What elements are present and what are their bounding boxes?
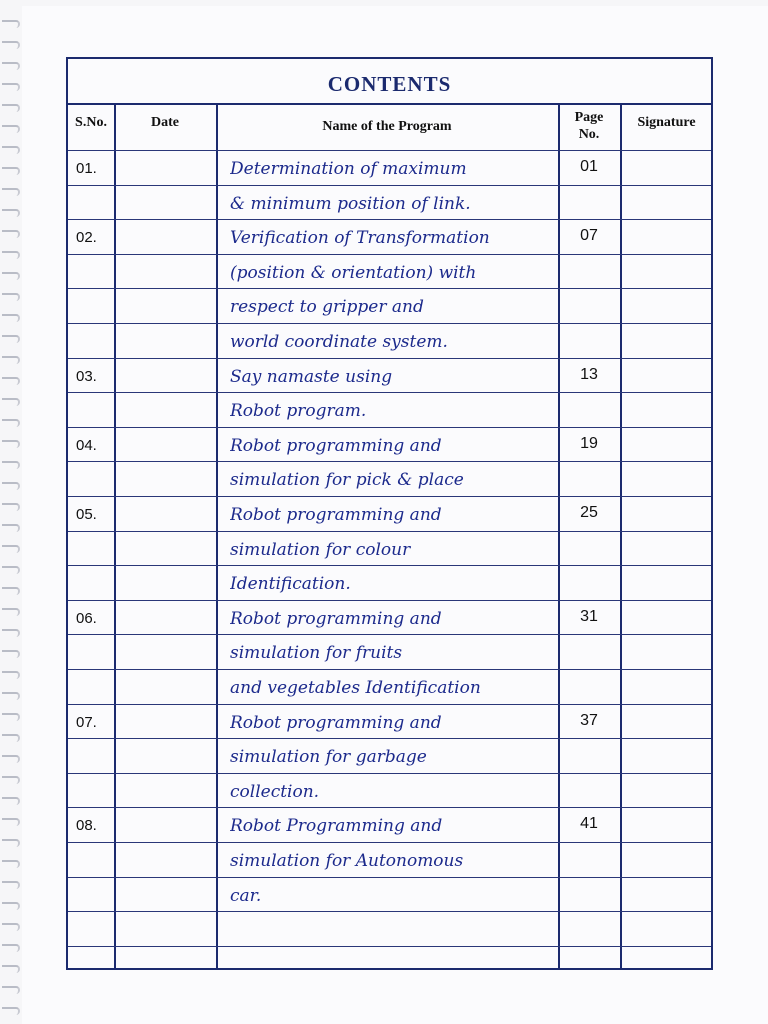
program-name-line: Robot Programming and xyxy=(230,816,443,837)
spiral-loop xyxy=(2,986,20,994)
spiral-loop xyxy=(2,440,20,448)
spiral-loop xyxy=(2,902,20,910)
spiral-loop xyxy=(2,797,20,805)
spiral-loop xyxy=(2,734,20,742)
program-name-line: collection. xyxy=(230,781,320,802)
program-name-line: Robot programming and xyxy=(230,712,442,733)
spiral-loop xyxy=(2,419,20,427)
serial-number: 01. xyxy=(76,160,97,177)
spiral-loop xyxy=(2,293,20,301)
spiral-loop xyxy=(2,776,20,784)
spiral-loop xyxy=(2,314,20,322)
spiral-loop xyxy=(2,608,20,616)
program-name-line: & minimum position of link. xyxy=(230,193,471,214)
program-name-line: Robot program. xyxy=(230,401,367,422)
spiral-loop xyxy=(2,965,20,973)
program-name-line: car. xyxy=(230,885,262,906)
spiral-loop xyxy=(2,671,20,679)
spiral-loop xyxy=(2,356,20,364)
page-number: 37 xyxy=(580,711,598,729)
serial-number: 06. xyxy=(76,609,97,627)
program-name-line: and vegetables Identification xyxy=(230,678,481,698)
program-name-line: (position & orientation) with xyxy=(230,262,477,283)
spiral-loop xyxy=(2,503,20,511)
program-name-line: Robot programming and xyxy=(230,505,442,525)
spiral-loop xyxy=(2,587,20,595)
spiral-loop xyxy=(2,41,20,49)
spiral-loop xyxy=(2,692,20,700)
spiral-loop xyxy=(2,545,20,553)
page-number: 31 xyxy=(580,607,598,625)
column-divider xyxy=(620,103,622,968)
serial-number: 02. xyxy=(76,229,97,247)
program-name-line: simulation for fruits xyxy=(230,643,403,664)
program-name-line: Verification of Transformation xyxy=(230,228,490,249)
spiral-loop xyxy=(2,188,20,196)
program-name-line: Say namaste using xyxy=(230,366,393,387)
page-number: 25 xyxy=(580,504,598,521)
serial-number: 08. xyxy=(76,817,97,835)
page-title: CONTENTS xyxy=(327,72,452,96)
spiral-loop xyxy=(2,398,20,406)
header-date: Date xyxy=(151,115,179,130)
header-page-line1: Page xyxy=(574,110,604,125)
spiral-loop xyxy=(2,209,20,217)
header-page-line2: No. xyxy=(578,127,600,142)
spiral-loop xyxy=(2,377,20,385)
header-page-no xyxy=(558,103,620,201)
spiral-loop xyxy=(2,125,20,133)
contents-table xyxy=(66,57,713,970)
program-name-line: Determination of maximum xyxy=(230,159,467,179)
page-number: 07 xyxy=(580,227,598,245)
spiral-loop xyxy=(2,62,20,70)
serial-number: 05. xyxy=(76,506,97,523)
program-name-line: Robot programming and xyxy=(230,435,442,456)
page-number: 41 xyxy=(580,815,598,833)
spiral-loop xyxy=(2,524,20,532)
page-number: 19 xyxy=(580,434,598,452)
spiral-loop xyxy=(2,1007,20,1015)
spiral-loop xyxy=(2,566,20,574)
page-number: 13 xyxy=(580,365,598,383)
spiral-loop xyxy=(2,83,20,91)
serial-number: 04. xyxy=(76,436,97,454)
spiral-loop xyxy=(2,629,20,637)
program-name-line: Identification. xyxy=(230,574,351,595)
header-sno: S.No. xyxy=(75,115,107,130)
row-rule xyxy=(68,150,711,151)
spiral-loop xyxy=(2,167,20,175)
spiral-loop xyxy=(2,944,20,952)
spiral-loop xyxy=(2,923,20,931)
spiral-loop xyxy=(2,20,20,28)
spiral-loop xyxy=(2,461,20,469)
spiral-loop xyxy=(2,482,20,490)
spiral-loop xyxy=(2,839,20,847)
row-rule xyxy=(68,946,711,947)
page-number: 01 xyxy=(580,158,598,175)
spiral-loop xyxy=(2,146,20,154)
program-name-line: world coordinate system. xyxy=(230,332,448,352)
spiral-loop xyxy=(2,713,20,721)
spiral-loop xyxy=(2,272,20,280)
program-name-line: simulation for garbage xyxy=(230,747,427,768)
header-signature: Signature xyxy=(637,115,696,130)
program-name-line: simulation for pick & place xyxy=(230,470,464,491)
spiral-loop xyxy=(2,881,20,889)
serial-number: 03. xyxy=(76,367,97,385)
spiral-loop xyxy=(2,818,20,826)
spiral-loop xyxy=(2,251,20,259)
program-name-line: simulation for colour xyxy=(230,539,411,560)
program-name-line: Robot programming and xyxy=(230,608,442,629)
spiral-loop xyxy=(2,755,20,763)
spiral-loop xyxy=(2,860,20,868)
spiral-loop xyxy=(2,230,20,238)
spiral-loop xyxy=(2,650,20,658)
header-program: Name of the Program xyxy=(322,119,452,134)
serial-number: 07. xyxy=(76,713,97,731)
program-name-line: respect to gripper and xyxy=(230,297,424,318)
spiral-loop xyxy=(2,104,20,112)
spiral-loop xyxy=(2,335,20,343)
column-divider xyxy=(216,103,218,968)
program-name-line: simulation for Autonomous xyxy=(230,851,464,871)
